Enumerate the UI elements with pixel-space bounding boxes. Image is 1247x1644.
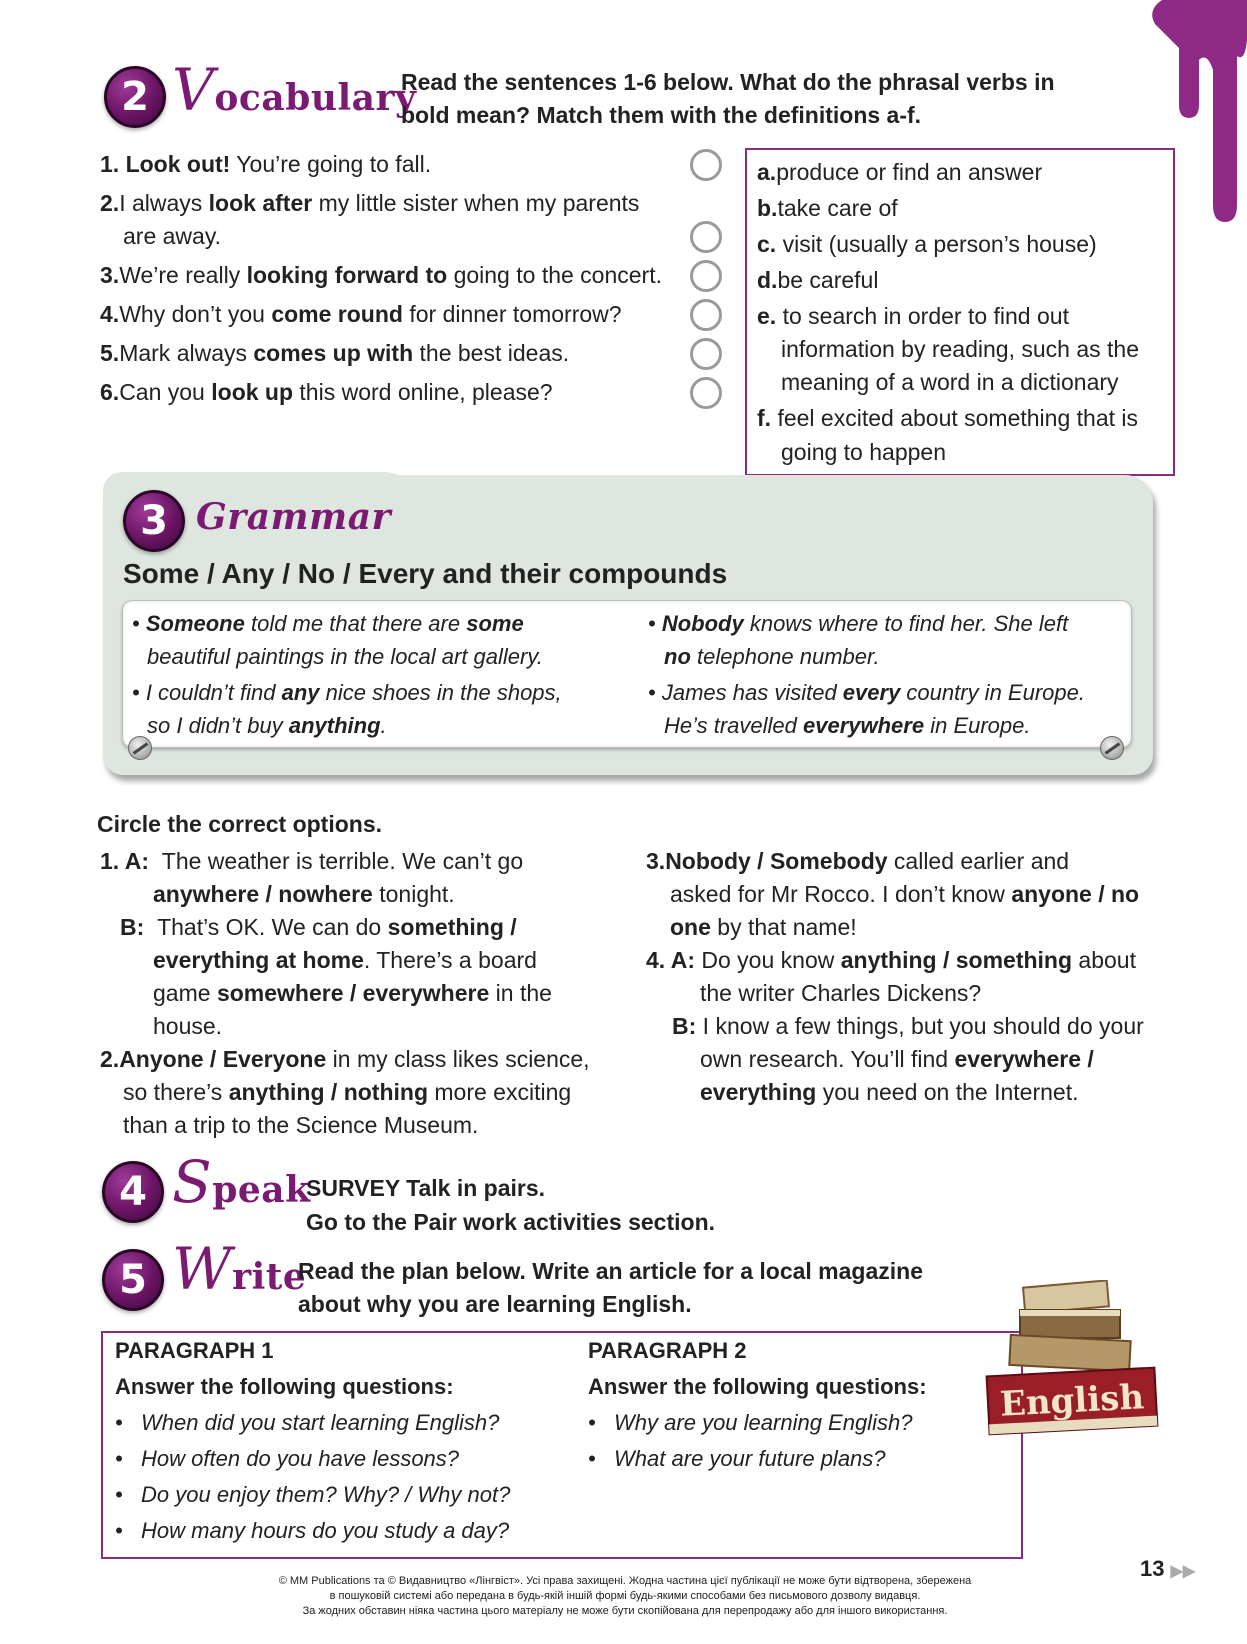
footer-line-2: в пошуковій системі або передана в будь-якій іншій формі будь-якими способами без письмового дозволу видавця. xyxy=(329,1590,921,1602)
vocab-sentence-6: 6.Can you look up this word online, please? xyxy=(100,379,553,405)
paragraph-1-subtitle: Answer the following questions: xyxy=(115,1374,454,1399)
paragraph-1-question-3: • Do you enjoy them? Why? / Why not? xyxy=(115,1482,511,1507)
paragraph-2-subtitle: Answer the following questions: xyxy=(588,1374,927,1399)
exercise-1a-line2: anywhere / nowhere tonight. xyxy=(153,881,455,907)
grammar-example-4-cont: He’s travelled everywhere in Europe. xyxy=(664,713,1031,738)
copyright-footer xyxy=(180,1574,1070,1619)
answer-circle-2[interactable] xyxy=(690,221,722,253)
definition-b: b.take care of xyxy=(757,195,898,221)
section-5-badge: 5 xyxy=(102,1249,164,1311)
write-instruction-line2: about why you are learning English. xyxy=(298,1291,692,1317)
vocab-sentence-2: 2.I always look after my little sister when my parents xyxy=(100,190,640,216)
definition-c: c. visit (usually a person’s house) xyxy=(757,231,1097,257)
exercise-2-line3: than a trip to the Science Museum. xyxy=(123,1112,479,1138)
exercise-1b-line1: B: That’s OK. We can do something / xyxy=(120,914,517,940)
paragraph-1-question-2: • How often do you have lessons? xyxy=(115,1446,460,1471)
exercise-4a-line2: the writer Charles Dickens? xyxy=(700,980,982,1006)
exercise-3-line3: one by that name! xyxy=(670,914,857,940)
grammar-example-2: • I couldn’t find any nice shoes in the shops, xyxy=(132,680,562,705)
book-stack-icon xyxy=(980,1280,1180,1455)
definition-e: e. to search in order to find out xyxy=(757,303,1069,329)
section-4-badge: 4 xyxy=(102,1161,164,1223)
paragraph-1-title: PARAGRAPH 1 xyxy=(115,1338,274,1363)
write-instruction-line1: Read the plan below. Write an article for a local magazine xyxy=(298,1258,923,1284)
vocab-sentence-4: 4.Why don’t you come round for dinner tomorrow? xyxy=(100,301,622,327)
exercise-1b-line4: house. xyxy=(153,1013,223,1039)
exercise-1b-line3: game somewhere / everywhere in the xyxy=(153,980,552,1006)
definition-f: f. feel excited about something that is xyxy=(757,405,1139,431)
grammar-heading: Grammar xyxy=(196,496,392,538)
vocab-instruction-line2: bold mean? Match them with the definitions a-f. xyxy=(401,102,922,128)
exercise-3-line1: 3.Nobody / Somebody called earlier and xyxy=(646,848,1070,874)
exercise-4b-line2: own research. You’ll find everywhere / xyxy=(700,1046,1094,1072)
answer-circle-5[interactable] xyxy=(690,338,722,370)
book-label: English xyxy=(998,1377,1146,1425)
exercise-2-line2: so there’s anything / nothing more exciting xyxy=(123,1079,572,1105)
paragraph-2-title: PARAGRAPH 2 xyxy=(588,1338,747,1363)
grammar-example-2-cont: so I didn’t buy anything. xyxy=(147,713,387,738)
vocabulary-heading: Vocabulary xyxy=(172,56,417,124)
grammar-subtitle: Some / Any / No / Every and their compounds xyxy=(123,558,728,589)
screw-right-icon xyxy=(1100,736,1124,760)
exercise-1a-line1: 1. A: The weather is terrible. We can’t go xyxy=(100,848,524,874)
paragraph-1-question-1: • When did you start learning English? xyxy=(115,1410,500,1435)
paragraph-2-question-2: • What are your future plans? xyxy=(588,1446,886,1471)
exercise-4a-line1: 4. A: Do you know anything / something about xyxy=(646,947,1136,973)
definition-f-cont: going to happen xyxy=(781,439,946,465)
grammar-example-3: • Nobody knows where to find her. She left xyxy=(648,611,1069,636)
speak-instruction-line2: Go to the Pair work activities section. xyxy=(306,1209,716,1235)
grammar-example-3-cont: no telephone number. xyxy=(664,644,880,669)
vocab-sentence-2-cont: are away. xyxy=(123,223,222,249)
exercise-4b-line3: everything you need on the Internet. xyxy=(700,1079,1079,1105)
grammar-example-4: • James has visited every country in Europe. xyxy=(648,680,1085,705)
page-number: 13 ▶▶ xyxy=(1140,1556,1196,1581)
definition-e-cont1: information by reading, such as the xyxy=(781,336,1139,362)
exercise-4b-line1: B: I know a few things, but you should do your xyxy=(672,1013,1144,1039)
answer-circle-4[interactable] xyxy=(690,299,722,331)
section-3-badge: 3 xyxy=(123,490,185,552)
paragraph-1-question-4: • How many hours do you study a day? xyxy=(115,1518,510,1543)
footer-line-1: © MM Publications та © Видавництво «Лінгвіст». Усі права захищені. Жодна частина цієї публікації не може бути відтворена, збережена xyxy=(278,1575,972,1587)
exercise-2-line1: 2.Anyone / Everyone in my class likes science, xyxy=(100,1046,590,1072)
vocab-sentence-3: 3.We’re really looking forward to going to the concert. xyxy=(100,262,662,288)
vocab-instruction-line1: Read the sentences 1-6 below. What do the phrasal verbs in xyxy=(401,69,1055,95)
definition-a: a.produce or find an answer xyxy=(757,159,1043,185)
speak-heading: Speak xyxy=(172,1148,311,1216)
definition-d: d.be careful xyxy=(757,267,879,293)
vocab-sentence-1: 1. Look out! You’re going to fall. xyxy=(100,151,432,177)
grammar-example-1: • Someone told me that there are some xyxy=(132,611,524,636)
next-page-icon: ▶▶ xyxy=(1170,1563,1196,1580)
write-heading: Write xyxy=(172,1235,307,1303)
paragraph-2-question-1: • Why are you learning English? xyxy=(588,1410,913,1435)
vocab-sentence-5: 5.Mark always comes up with the best ideas. xyxy=(100,340,570,366)
speak-instruction-line1: SURVEY Talk in pairs. xyxy=(306,1175,546,1201)
answer-circle-6[interactable] xyxy=(690,377,722,409)
section-2-badge: 2 xyxy=(104,66,166,128)
answer-circle-1[interactable] xyxy=(690,149,722,181)
answer-circle-3[interactable] xyxy=(690,260,722,292)
circle-instruction: Circle the correct options. xyxy=(97,811,383,837)
footer-line-3: За жодних обставин ніяка частина цього матеріалу не може бути скопійована для перепродажу або для іншого використання. xyxy=(302,1605,948,1617)
exercise-3-line2: asked for Mr Rocco. I don’t know anyone / no xyxy=(670,881,1140,907)
exercise-1b-line2: everything at home. There’s a board xyxy=(153,947,537,973)
definition-e-cont2: meaning of a word in a dictionary xyxy=(781,369,1119,395)
grammar-example-1-cont: beautiful paintings in the local art gallery. xyxy=(147,644,543,669)
